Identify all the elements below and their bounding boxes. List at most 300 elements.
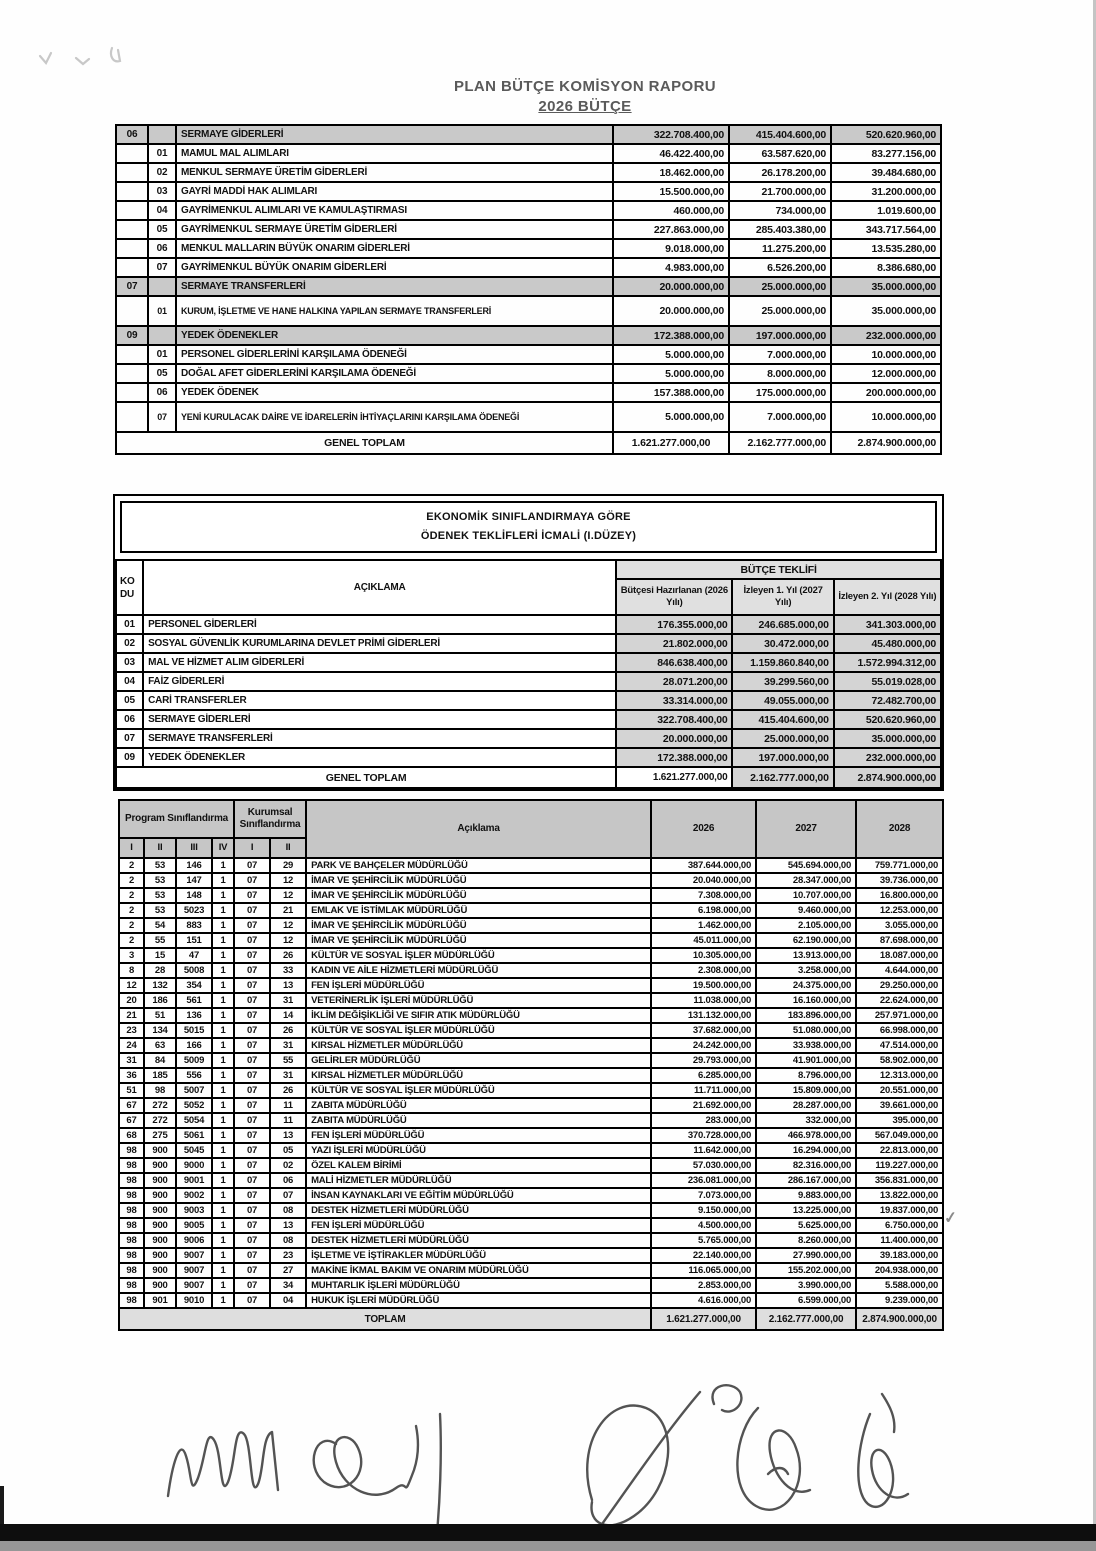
table-cell: SERMAYE GİDERLERİ xyxy=(143,710,616,729)
table-cell: 31 xyxy=(270,993,306,1008)
table-cell: 33.314.000,00 xyxy=(616,691,732,710)
table-cell: 901 xyxy=(144,1293,176,1308)
table-cell: 07 xyxy=(234,993,270,1008)
table-cell: 4.500.000,00 xyxy=(651,1218,756,1233)
roman-col-header: I xyxy=(119,838,144,858)
table-cell: VETERİNERLİK İŞLERİ MÜDÜRLÜĞÜ xyxy=(306,993,651,1008)
table-cell: 11.711.000,00 xyxy=(651,1083,756,1098)
aciklama-header: AÇIKLAMA xyxy=(143,560,616,615)
total-label: TOPLAM xyxy=(119,1308,651,1330)
table-cell: 900 xyxy=(144,1143,176,1158)
table-cell: 21 xyxy=(270,903,306,918)
table-cell: 1 xyxy=(212,858,234,873)
table-cell: 9007 xyxy=(176,1278,212,1293)
table-cell: 35.000.000,00 xyxy=(831,277,941,296)
page-subtitle: 2026 BÜTÇE xyxy=(538,98,632,115)
table-cell: 51 xyxy=(119,1083,144,1098)
table-cell: 07 xyxy=(234,1263,270,1278)
table-row xyxy=(116,729,941,748)
table-row xyxy=(116,672,941,691)
table-cell: FEN İŞLERİ MÜDÜRLÜĞÜ xyxy=(306,978,651,993)
table-cell: 5008 xyxy=(176,963,212,978)
table-cell: 900 xyxy=(144,1263,176,1278)
table-cell: 53 xyxy=(144,858,176,873)
table-row xyxy=(116,239,941,258)
table-cell: 1 xyxy=(212,993,234,1008)
year-2027-header: 2027 xyxy=(756,800,856,858)
table-cell: 98 xyxy=(119,1173,144,1188)
table-cell: 07 xyxy=(234,1188,270,1203)
table-cell: 62.190.000,00 xyxy=(756,933,856,948)
table-cell: 28.347.000,00 xyxy=(756,873,856,888)
table-cell: 900 xyxy=(144,1218,176,1233)
table-cell: 07 xyxy=(234,903,270,918)
table-row xyxy=(119,1128,943,1143)
table-cell: 1 xyxy=(212,963,234,978)
roman-col-header: III xyxy=(176,838,212,858)
year-2028-header: 2028 xyxy=(856,800,943,858)
table-row xyxy=(119,1278,943,1293)
table-cell: 15.500.000,00 xyxy=(613,182,729,201)
table-cell xyxy=(116,258,148,277)
table-cell: 395.000,00 xyxy=(856,1113,943,1128)
roman-col-header: II xyxy=(270,838,306,858)
table-cell xyxy=(116,220,148,239)
table-cell: 343.717.564,00 xyxy=(831,220,941,239)
table-cell: 186 xyxy=(144,993,176,1008)
table-cell: 07 xyxy=(234,963,270,978)
table-cell: KÜLTÜR VE SOSYAL İŞLER MÜDÜRLÜĞÜ xyxy=(306,1023,651,1038)
table-cell: 12 xyxy=(270,873,306,888)
table-cell: CARİ TRANSFERLER xyxy=(143,691,616,710)
table-cell: 07 xyxy=(234,1278,270,1293)
table-row xyxy=(116,201,941,220)
table-cell: 16.800.000,00 xyxy=(856,888,943,903)
scan-bottom-edge xyxy=(0,1524,1096,1541)
table-cell: 520.620.960,00 xyxy=(834,710,941,729)
table-cell: 51 xyxy=(144,1008,176,1023)
table-cell: 07 xyxy=(234,1113,270,1128)
table-cell: GAYRİMENKUL ALIMLARI VE KAMULAŞTIRMASI xyxy=(176,201,613,220)
grand-total-label: GENEL TOPLAM xyxy=(116,432,613,454)
table-cell: 15.809.000,00 xyxy=(756,1083,856,1098)
table-cell: 39.661.000,00 xyxy=(856,1098,943,1113)
signatures xyxy=(140,1378,920,1548)
table-cell: 5007 xyxy=(176,1083,212,1098)
table-cell: 11 xyxy=(270,1113,306,1128)
table-cell: 03 xyxy=(116,653,143,672)
table-cell: 166 xyxy=(176,1038,212,1053)
table-cell: 07 xyxy=(234,1233,270,1248)
table-cell: 155.202.000,00 xyxy=(756,1263,856,1278)
table-cell xyxy=(116,182,148,201)
table-cell: 1 xyxy=(212,1083,234,1098)
table-cell xyxy=(116,163,148,182)
table-row xyxy=(119,948,943,963)
scan-background-strip xyxy=(0,1541,1096,1551)
table-cell: 1.019.600,00 xyxy=(831,201,941,220)
table-cell xyxy=(116,402,148,432)
table-cell: 06 xyxy=(148,239,176,258)
table-cell: 5.765.000,00 xyxy=(651,1233,756,1248)
table-cell: 131.132.000,00 xyxy=(651,1008,756,1023)
table-cell: 55.019.028,00 xyxy=(834,672,941,691)
table-cell: 5052 xyxy=(176,1098,212,1113)
table-cell: 2.853.000,00 xyxy=(651,1278,756,1293)
program-classification-table-wrap xyxy=(118,799,942,1331)
economic-classification-table xyxy=(115,559,942,789)
table-cell: 10.707.000,00 xyxy=(756,888,856,903)
table-cell: 3.258.000,00 xyxy=(756,963,856,978)
table-cell: 26 xyxy=(270,1083,306,1098)
table-cell: 20.040.000,00 xyxy=(651,873,756,888)
table-row xyxy=(119,858,943,873)
table-cell: 9005 xyxy=(176,1218,212,1233)
table-cell: 883 xyxy=(176,918,212,933)
table-cell: 172.388.000,00 xyxy=(616,748,732,767)
table-cell: 466.978.000,00 xyxy=(756,1128,856,1143)
table-cell xyxy=(116,296,148,326)
table-cell: 49.055.000,00 xyxy=(732,691,833,710)
table-cell: 45.011.000,00 xyxy=(651,933,756,948)
capital-expenses-table-wrap xyxy=(115,124,940,455)
table-cell: SERMAYE TRANSFERLERİ xyxy=(143,729,616,748)
table-cell: 341.303.000,00 xyxy=(834,615,941,634)
table-cell: 556 xyxy=(176,1068,212,1083)
kurumsal-siniflandirma-header: Kurumsal Sınıflandırma xyxy=(234,800,306,838)
table-cell: 900 xyxy=(144,1203,176,1218)
table-cell: 2.308.000,00 xyxy=(651,963,756,978)
table-row xyxy=(116,364,941,383)
table-cell: KIRSAL HİZMETLER MÜDÜRLÜĞÜ xyxy=(306,1038,651,1053)
table-cell: 98 xyxy=(119,1293,144,1308)
total-2026: 1.621.277.000,00 xyxy=(651,1308,756,1330)
pencil-marks xyxy=(28,36,148,80)
table-cell: 13 xyxy=(270,1128,306,1143)
table-cell: 07 xyxy=(234,1173,270,1188)
table-cell: 1.572.994.312,00 xyxy=(834,653,941,672)
table-cell: 31 xyxy=(270,1038,306,1053)
table-cell: 20.000.000,00 xyxy=(613,296,729,326)
table-cell: 63 xyxy=(144,1038,176,1053)
table-cell: 20.000.000,00 xyxy=(616,729,732,748)
table-cell: 5009 xyxy=(176,1053,212,1068)
table-cell: 460.000,00 xyxy=(613,201,729,220)
table-row xyxy=(119,1098,943,1113)
table-cell xyxy=(148,125,176,144)
table-cell: 21 xyxy=(119,1008,144,1023)
table-cell: 58.902.000,00 xyxy=(856,1053,943,1068)
table-cell: 07 xyxy=(234,1203,270,1218)
table-cell: 12 xyxy=(270,888,306,903)
table-cell: 53 xyxy=(144,873,176,888)
table-cell: 1 xyxy=(212,1233,234,1248)
table-cell: MUHTARLIK İŞLERİ MÜDÜRLÜĞÜ xyxy=(306,1278,651,1293)
page-title: PLAN BÜTÇE KOMİSYON RAPORU xyxy=(453,78,717,95)
table-cell: 232.000.000,00 xyxy=(831,326,941,345)
pencil-checkmark: ✓ xyxy=(943,1209,959,1228)
table-cell: 9.018.000,00 xyxy=(613,239,729,258)
table-cell: YEDEK ÖDENEKLER xyxy=(143,748,616,767)
table-cell: 900 xyxy=(144,1278,176,1293)
table-cell: 4.616.000,00 xyxy=(651,1293,756,1308)
table-cell: 06 xyxy=(148,383,176,402)
table-cell: 2 xyxy=(119,918,144,933)
table-cell: MAMUL MAL ALIMLARI xyxy=(176,144,613,163)
table-cell: 232.000.000,00 xyxy=(834,748,941,767)
table-cell: DESTEK HİZMETLERİ MÜDÜRLÜĞÜ xyxy=(306,1233,651,1248)
table-cell: 07 xyxy=(234,1158,270,1173)
table-cell: 19.837.000,00 xyxy=(856,1203,943,1218)
table-cell: KURUM, İŞLETME VE HANE HALKINA YAPILAN SERMAYE TRANSFERLERİ xyxy=(176,296,613,326)
table-cell: 561 xyxy=(176,993,212,1008)
table-cell: 01 xyxy=(148,296,176,326)
table-cell: 6.198.000,00 xyxy=(651,903,756,918)
table-row xyxy=(116,220,941,239)
table-row xyxy=(116,258,941,277)
table-cell: 16.160.000,00 xyxy=(756,993,856,1008)
table-cell: 2 xyxy=(119,933,144,948)
table-cell: 132 xyxy=(144,978,176,993)
table-cell: 13 xyxy=(270,978,306,993)
table-cell: PERSONEL GİDERLERİNİ KARŞILAMA ÖDENEĞİ xyxy=(176,345,613,364)
program-classification-table xyxy=(118,799,944,1331)
table-cell: 27 xyxy=(270,1263,306,1278)
table-cell: 55 xyxy=(144,933,176,948)
table-cell: 900 xyxy=(144,1158,176,1173)
table-cell xyxy=(116,383,148,402)
table-cell: 5015 xyxy=(176,1023,212,1038)
table-cell: 246.685.000,00 xyxy=(732,615,833,634)
table-cell: 66.998.000,00 xyxy=(856,1023,943,1038)
table-cell: 116.065.000,00 xyxy=(651,1263,756,1278)
table-cell: 1 xyxy=(212,873,234,888)
table-cell: 33.938.000,00 xyxy=(756,1038,856,1053)
scan-left-edge xyxy=(0,1486,4,1526)
table-cell: 283.000,00 xyxy=(651,1113,756,1128)
table-row xyxy=(119,1248,943,1263)
table-row xyxy=(119,888,943,903)
table-cell: 734.000,00 xyxy=(729,201,831,220)
table-cell xyxy=(148,326,176,345)
table-cell: 1 xyxy=(212,1278,234,1293)
table-cell: 07 xyxy=(234,1038,270,1053)
table-row xyxy=(119,1188,943,1203)
program-siniflandirma-header: Program Sınıflandırma xyxy=(119,800,234,838)
table-cell xyxy=(116,239,148,258)
table-row xyxy=(116,748,941,767)
table-cell: DOĞAL AFET GİDERLERİNİ KARŞILAMA ÖDENEĞİ xyxy=(176,364,613,383)
table-cell: 257.971.000,00 xyxy=(856,1008,943,1023)
table-cell: 176.355.000,00 xyxy=(616,615,732,634)
table-cell: 98 xyxy=(119,1278,144,1293)
table-row xyxy=(119,1083,943,1098)
document-header xyxy=(74,78,1096,115)
table-cell: 98 xyxy=(119,1203,144,1218)
table-cell: 4.644.000,00 xyxy=(856,963,943,978)
table-cell: 63.587.620,00 xyxy=(729,144,831,163)
table-cell: 846.638.400,00 xyxy=(616,653,732,672)
table-cell: 68 xyxy=(119,1128,144,1143)
table-cell: 1 xyxy=(212,1218,234,1233)
table-cell: 25.000.000,00 xyxy=(729,277,831,296)
table-cell: 82.316.000,00 xyxy=(756,1158,856,1173)
table-cell: 1 xyxy=(212,1143,234,1158)
table-cell: 07 xyxy=(234,888,270,903)
table-cell: SERMAYE TRANSFERLERİ xyxy=(176,277,613,296)
table-cell: 07 xyxy=(234,978,270,993)
table-row xyxy=(116,296,941,326)
table-cell: 98 xyxy=(119,1158,144,1173)
table-cell: 227.863.000,00 xyxy=(613,220,729,239)
table-cell: 23 xyxy=(270,1248,306,1263)
table-cell: 39.183.000,00 xyxy=(856,1248,943,1263)
table-cell: 47 xyxy=(176,948,212,963)
table-cell: 8.796.000,00 xyxy=(756,1068,856,1083)
table-cell: 26 xyxy=(270,1023,306,1038)
table-cell: 2 xyxy=(119,888,144,903)
table-cell: 9003 xyxy=(176,1203,212,1218)
table-cell: 21.700.000,00 xyxy=(729,182,831,201)
table-cell: 29 xyxy=(270,858,306,873)
table-row xyxy=(119,1233,943,1248)
table-cell: 4.983.000,00 xyxy=(613,258,729,277)
table-cell: 1 xyxy=(212,1038,234,1053)
kodu-header: KO DU xyxy=(116,560,143,615)
table-cell: MENKUL SERMAYE ÜRETİM GİDERLERİ xyxy=(176,163,613,182)
table-cell: 5061 xyxy=(176,1128,212,1143)
table-cell: 06 xyxy=(116,710,143,729)
table-cell: PARK VE BAHÇELER MÜDÜRLÜĞÜ xyxy=(306,858,651,873)
table-cell: 11.400.000,00 xyxy=(856,1233,943,1248)
table-cell: 13.913.000,00 xyxy=(756,948,856,963)
table-row xyxy=(116,634,941,653)
table-row xyxy=(116,182,941,201)
table-cell: 2 xyxy=(119,858,144,873)
table-cell: GAYRİMENKUL BÜYÜK ONARIM GİDERLERİ xyxy=(176,258,613,277)
table-cell: 11 xyxy=(270,1098,306,1113)
table-cell: 1 xyxy=(212,888,234,903)
table-cell: FEN İŞLERİ MÜDÜRLÜĞÜ xyxy=(306,1128,651,1143)
table-cell: 415.404.600,00 xyxy=(729,125,831,144)
table-cell: 1.462.000,00 xyxy=(651,918,756,933)
table-cell: EMLAK VE İSTİMLAK MÜDÜRLÜĞÜ xyxy=(306,903,651,918)
table-cell: 1 xyxy=(212,1023,234,1038)
economic-classification-section xyxy=(113,494,944,791)
table-cell: 16.294.000,00 xyxy=(756,1143,856,1158)
table-cell: 28 xyxy=(144,963,176,978)
grand-total-row xyxy=(116,432,941,454)
table-cell: 183.896.000,00 xyxy=(756,1008,856,1023)
table-cell: 275 xyxy=(144,1128,176,1143)
table-row xyxy=(116,144,941,163)
table-cell: 900 xyxy=(144,1173,176,1188)
table-cell: 31.200.000,00 xyxy=(831,182,941,201)
table-cell: 98 xyxy=(144,1083,176,1098)
table-cell: 53 xyxy=(144,888,176,903)
table-cell: 322.708.400,00 xyxy=(613,125,729,144)
total-2028: 2.874.900.000,00 xyxy=(856,1308,943,1330)
table-cell: 67 xyxy=(119,1113,144,1128)
table-row xyxy=(119,873,943,888)
table-cell: 18.087.000,00 xyxy=(856,948,943,963)
table-cell: 9.883.000,00 xyxy=(756,1188,856,1203)
table-row xyxy=(119,918,943,933)
table-row xyxy=(119,978,943,993)
table-cell: 9010 xyxy=(176,1293,212,1308)
table-cell: İMAR VE ŞEHİRCİLİK MÜDÜRLÜĞÜ xyxy=(306,888,651,903)
table-cell: İMAR VE ŞEHİRCİLİK MÜDÜRLÜĞÜ xyxy=(306,873,651,888)
table-cell: 22.624.000,00 xyxy=(856,993,943,1008)
table-cell: KADIN VE AİLE HİZMETLERİ MÜDÜRLÜĞÜ xyxy=(306,963,651,978)
table-row xyxy=(119,1038,943,1053)
table-cell: 22.140.000,00 xyxy=(651,1248,756,1263)
table-cell: 34 xyxy=(270,1278,306,1293)
col-2028-header: İzleyen 2. Yıl (2028 Yılı) xyxy=(834,579,941,615)
table-cell: 01 xyxy=(116,615,143,634)
table-cell: 1 xyxy=(212,1098,234,1113)
table-cell: 204.938.000,00 xyxy=(856,1263,943,1278)
table-cell: 07 xyxy=(148,402,176,432)
table-row xyxy=(119,1143,943,1158)
table-cell: 9.460.000,00 xyxy=(756,903,856,918)
table-cell: KÜLTÜR VE SOSYAL İŞLER MÜDÜRLÜĞÜ xyxy=(306,1083,651,1098)
table-cell: 10.305.000,00 xyxy=(651,948,756,963)
table-cell: 24 xyxy=(119,1038,144,1053)
table-cell: 07 xyxy=(234,873,270,888)
table-cell: 06 xyxy=(116,125,148,144)
grand-total-2027: 2.162.777.000,00 xyxy=(729,432,831,454)
table-cell: 354 xyxy=(176,978,212,993)
table-cell: İŞLETME VE İŞTİRAKLER MÜDÜRLÜĞÜ xyxy=(306,1248,651,1263)
table-cell: 5.000.000,00 xyxy=(613,364,729,383)
table-cell: GAYRİMENKUL SERMAYE ÜRETİM GİDERLERİ xyxy=(176,220,613,239)
table-cell: 1 xyxy=(212,1068,234,1083)
table-cell: 37.682.000,00 xyxy=(651,1023,756,1038)
table-cell: KIRSAL HİZMETLER MÜDÜRLÜĞÜ xyxy=(306,1068,651,1083)
table-cell: 6.599.000,00 xyxy=(756,1293,856,1308)
table-cell: 19.500.000,00 xyxy=(651,978,756,993)
table-cell: 01 xyxy=(148,345,176,364)
grand-total-2026: 1.621.277.000,00 xyxy=(616,767,732,788)
table-cell: 900 xyxy=(144,1233,176,1248)
table-cell: 9007 xyxy=(176,1263,212,1278)
table-row xyxy=(119,903,943,918)
butce-teklifi-header: BÜTÇE TEKLİFİ xyxy=(616,560,941,579)
table-cell: 3.055.000,00 xyxy=(856,918,943,933)
roman-col-header: I xyxy=(234,838,270,858)
table-cell: 07 xyxy=(234,1128,270,1143)
table-cell: SOSYAL GÜVENLİK KURUMLARINA DEVLET PRİMİ GİDERLERİ xyxy=(143,634,616,653)
table-cell: 1 xyxy=(212,1293,234,1308)
table-cell: 12 xyxy=(270,918,306,933)
table-cell: 415.404.600,00 xyxy=(732,710,833,729)
table-cell: 26 xyxy=(270,948,306,963)
table-cell: 98 xyxy=(119,1248,144,1263)
table-cell: GELİRLER MÜDÜRLÜĞÜ xyxy=(306,1053,651,1068)
table-cell: 07 xyxy=(234,1218,270,1233)
table-row xyxy=(116,125,941,144)
table-cell: 1.159.860.840,00 xyxy=(732,653,833,672)
table-row xyxy=(119,1203,943,1218)
table-cell: 185 xyxy=(144,1068,176,1083)
table-cell: 8 xyxy=(119,963,144,978)
table-cell: 520.620.960,00 xyxy=(831,125,941,144)
table-row xyxy=(119,1158,943,1173)
table-cell: 01 xyxy=(148,144,176,163)
table-row xyxy=(119,1053,943,1068)
table-cell: MALİ HİZMETLER MÜDÜRLÜĞÜ xyxy=(306,1173,651,1188)
